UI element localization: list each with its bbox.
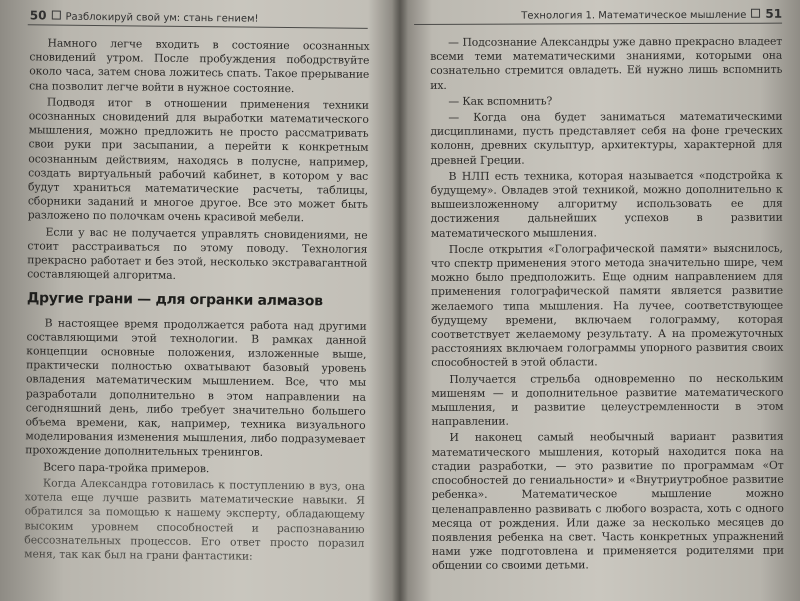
square-bullet-icon (52, 11, 61, 20)
paragraph: В настоящее время продолжается работа над другими составляющими этой технологии. В рамках данной концепции основные положения, изложенные выше, практически полностью охватывают базовый уровень овладения математическим мышлением. Все, что мы разработали дополнительно в этом направлении на сегодняшний день, либо требует значительно большего объема времени, как, например, техника визуального моделирования изменения мышления, либо подразумевает прохождение дополнительных тренингов. (25, 316, 367, 460)
paragraph: Получается стрельба одновременно по нескольким мишеням — и дополнительное развитие математического мышления, и развитие целеустремленности в этом направлении. (431, 371, 784, 429)
right-page-number: 51 (765, 6, 783, 21)
paragraph: — Когда она будет заниматься математическими дисциплинами, пусть представляет себя на фоне греческих колонн, древних скульптур, архитектуры, характерной для древней Греции. (430, 109, 783, 167)
left-page-number: 50 (29, 8, 47, 23)
paragraph: Намного легче входить в состояние осознанных сновидений утром. После пробуждения пободрствуйте около часа, затем снова ложитесь спать. Такое прерывание сна позволит легче войти в нужное состояние. (29, 36, 370, 95)
paragraph: Всего пара-тройка примеров. (43, 460, 210, 475)
paragraph: Когда Александра готовилась к поступлению в вуз, она хотела еще лучше развить математические навыки. Я обратился за помощью к нашему эксперту, обладающему высоким уровнем способностей и распознаванию бессознательных процессов. Его ответ просто поразил меня, так как был на грани фантастики: (24, 476, 365, 563)
right-page-text (430, 35, 784, 576)
right-running-title: Технология 1. Математическое мышление (521, 9, 747, 22)
right-page (402, 0, 800, 601)
square-bullet-icon (751, 9, 760, 18)
left-page (0, 0, 398, 601)
paragraph: В НЛП есть техника, которая называется «подстройка к будущему». Овладев этой техникой, можно дополнительно к вышеизложенному алгоритму использовать ее для достижения дальнейших успехов в развитии математического мышления. (430, 168, 783, 240)
paragraph: Подводя итог в отношении применения техники осознанных сновидений для выработки математического мышления, можно предложить не просто рассматривать свои руки при засыпании, а перейти к конкретным осознанным действиям, находясь в полусне, например, создать виртуальный рабочий кабинет, в котором у вас будут храниться математические расчеты, таблицы, сборники заданий и многое другое. Все это может быть разложено по полочкам очень красивой мебели. (27, 95, 369, 225)
paragraph: И наконец самый необычный вариант развития математического мышления, который находится пока на стадии разработки, — это развитие по программам «От способностей до гениальности» и «Внутриутробное развитие ребенка». Математическое мышление можно целенаправленно развивать с любого возраста, хоть с одного месяца от рождения. Или даже за несколько месяцев до появления ребенка на свет. Часть конкретных упражнений нами уже подготовлена и применяется родителями при общении со своими детьми. (431, 430, 784, 573)
left-page-text (24, 36, 370, 567)
left-running-title: Разблокируй свой ум: стань гением! (65, 11, 259, 25)
paragraph: — Как вспомнить? (448, 94, 553, 108)
paragraph: После открытия «Голографической памяти» выяснилось, что спектр применения этого метода значительно шире, чем можно было предположить. Еще одним направлением для применения голографической памяти является развитие желаемого типа мышления. На лучее, соответствующее будущему времени, включаем голограмму, которая соответствует желаемому результату. А на промежуточных расстояниях включаем голограммы упорного развития своих способностей в этой области. (430, 241, 784, 370)
paragraph: — Подсознание Александры уже давно прекрасно владеет всеми теми математическими знаниями, которыми она сознательно стремится овладеть. Ей нужно лишь вспомнить их. (430, 34, 783, 92)
section-heading: Другие грани — для огранки алмазов (26, 290, 323, 310)
paragraph: Если у вас не получается управлять сновидениями, не стоит расстраиваться по этому поводу. Технология прекрасно работает и без этой, несколько экстравагантной составляющей алгоритма. (27, 225, 368, 283)
